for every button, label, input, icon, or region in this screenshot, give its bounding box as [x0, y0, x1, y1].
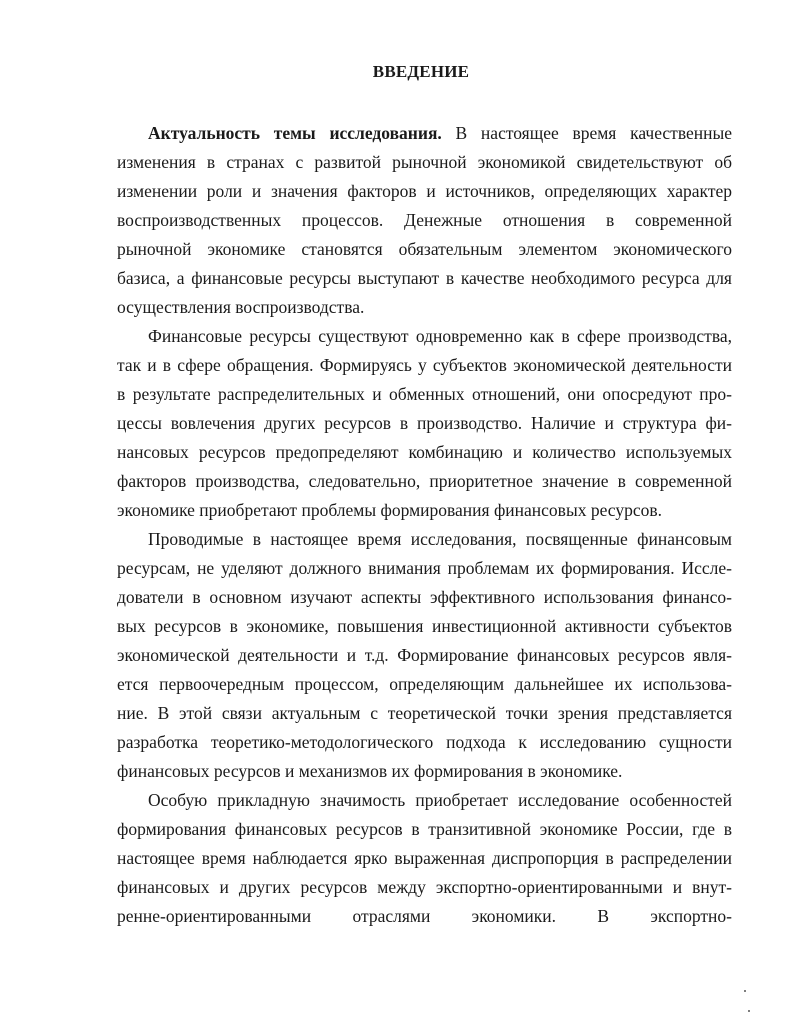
paragraph-line: нансовых ресурсов предопределяют комбинацию и количество используемых [117, 442, 732, 462]
paragraph-line: так и в сфере обращения. Формируясь у субъектов экономической деятельности [117, 355, 732, 375]
scan-speck [744, 990, 746, 992]
paragraph-line: формирования финансовых ресурсов в транзитивной экономике России, где в [117, 819, 732, 839]
bold-lead: Актуальность темы исследования. [148, 123, 442, 143]
scan-speck [748, 1010, 750, 1012]
paragraph-line: Финансовые ресурсы существуют одновременно как в сфере производства, [148, 326, 732, 346]
paragraph-line: осуществления воспроизводства. [117, 297, 365, 317]
paragraph-line: финансовых ресурсов и механизмов их формирования в экономике. [117, 761, 623, 781]
paragraph-line: экономике приобретают проблемы формирования финансовых ресурсов. [117, 500, 662, 520]
paragraph-line: базиса, а финансовые ресурсы выступают в качестве необходимого ресурса для [117, 268, 732, 288]
paragraph-line: ренне-ориентированными отраслями экономики. В экспортно- [117, 906, 732, 926]
paragraph-line: Проводимые в настоящее время исследования, посвященные финансовым [148, 529, 732, 549]
paragraph-line: цессы вовлечения других ресурсов в производство. Наличие и структура фи- [117, 413, 732, 433]
paragraph-line: ние. В этой связи актуальным с теоретической точки зрения представляется [117, 703, 732, 723]
paragraph-line: экономической деятельности и т.д. Формирование финансовых ресурсов явля- [117, 645, 732, 665]
paragraph-line: финансовых и других ресурсов между экспортно-ориентированными и внут- [117, 877, 732, 897]
paragraph-line: рыночной экономике становятся обязательным элементом экономического [117, 239, 732, 259]
paragraph-line: вых ресурсов в экономике, повышения инвестиционной активности субъектов [117, 616, 732, 636]
paragraph-line: воспроизводственных процессов. Денежные отношения в современной [117, 210, 732, 230]
paragraph-line: разработка теоретико-методологического подхода к исследованию сущности [117, 732, 732, 752]
paragraph-line: Особую прикладную значимость приобретает исследование особенностей [148, 790, 732, 810]
paragraph-line: изменения в странах с развитой рыночной экономикой свидетельствуют об [117, 152, 732, 172]
paragraph-line: Актуальность темы исследования. В настоящее время качественные [148, 123, 732, 143]
paragraph-line: изменении роли и значения факторов и источников, определяющих характер [117, 181, 732, 201]
paragraph-line: ется первоочередным процессом, определяющим дальнейшее их использова- [117, 674, 732, 694]
paragraph-line: в результате распределительных и обменных отношений, они опосредуют про- [117, 384, 732, 404]
paragraph-line: настоящее время наблюдается ярко выраженная диспропорция в распределении [117, 848, 732, 868]
paragraph-line: ресурсам, не уделяют должного внимания проблемам их формирования. Иссле- [117, 558, 732, 578]
paragraph-line: факторов производства, следовательно, приоритетное значение в современной [117, 471, 732, 491]
paragraph-line: дователи в основном изучают аспекты эффективного использования финансо- [117, 587, 732, 607]
page-title: ВВЕДЕНИЕ [372, 62, 470, 81]
